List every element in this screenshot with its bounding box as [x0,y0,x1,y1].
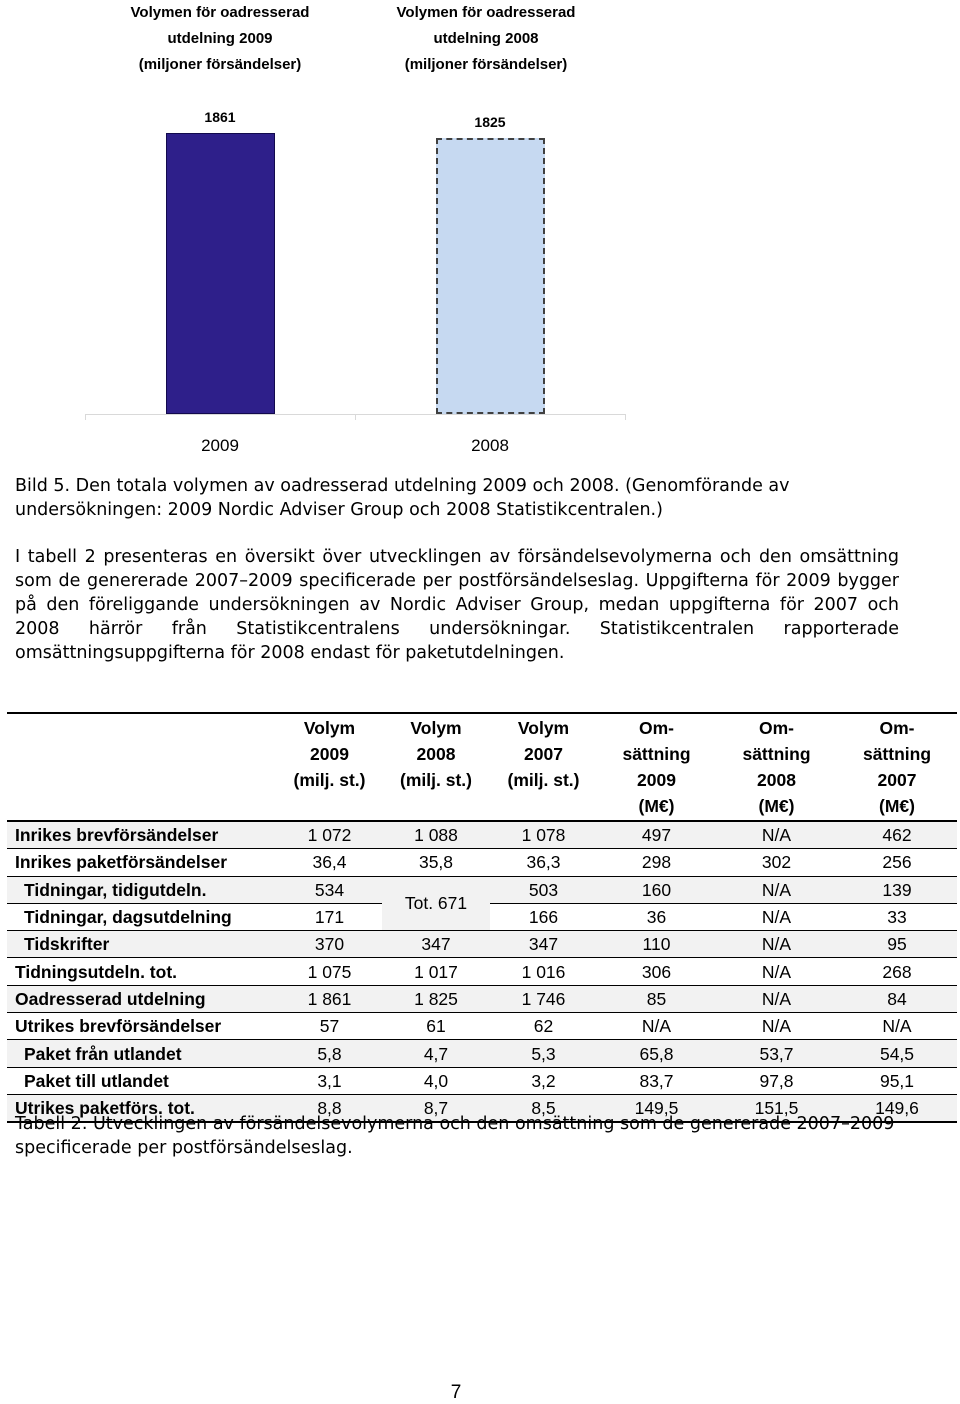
body-paragraph: I tabell 2 presenteras en översikt över utvecklingen av försändelsevolymerna och den omsättning som de genererade 2007–2009 specificerade per postförsändelseslag. Uppgifterna för 2009 bygger på den föreliggande undersökningen av Nordic Adviser Group, medan uppgifterna för 2007 och 2008 härrör från Statistikcentralens undersökningar. Statistikcentralen rapporterade omsättningsuppgifterna för 2008 endast för paketutdelningen. [15,547,899,663]
table-cell: 3,1 [277,1067,382,1094]
table-cell: 5,3 [490,1040,597,1067]
table-cell: 298 [597,849,716,876]
row-label: Tidningar, dagsutdelning [7,903,277,930]
row-label: Tidningar, tidigutdeln. [7,876,277,903]
table-cell: 97,8 [716,1067,837,1094]
category-label-2009: 2009 [201,436,239,455]
table-cell: 95 [837,931,957,958]
row-label: Tidskrifter [7,931,277,958]
table-row [7,1067,957,1094]
table-cell: 1 075 [277,958,382,985]
header-turnover-2009: Om- sättning 2009 (M€) [597,713,716,821]
row-label: Paket till utlandet [7,1067,277,1094]
table-cell: 62 [490,1013,597,1040]
table-cell: 462 [837,821,957,849]
table-cell: 160 [597,876,716,903]
table-cell: 36,4 [277,849,382,876]
table-cell: 149,5 [597,1094,716,1122]
table-cell: 347 [382,931,490,958]
table-cell: 503 [490,876,597,903]
table-caption: Tabell 2. Utvecklingen av försändelsevolymerna och den omsättning som de genererade 2007–2009 specificerade per postförsändelseslag. [15,1114,895,1158]
table-cell: N/A [597,1013,716,1040]
table-cell: 85 [597,985,716,1012]
table-cell: 347 [490,931,597,958]
table-row [7,876,957,903]
chart-title-2008: Volymen för oadresserad utdelning 2008 (miljoner försändelser) [396,4,576,73]
table-cell: 370 [277,931,382,958]
row-label: Oadresserad utdelning [7,985,277,1012]
table-cell: 302 [716,849,837,876]
table-cell: 35,8 [382,849,490,876]
table-cell: 53,7 [716,1040,837,1067]
row-label: Utrikes paketförs. tot. [7,1094,277,1122]
row-label: Paket från utlandet [7,1040,277,1067]
table-row [7,985,957,1012]
header-turnover-2008: Om- sättning 2008 (M€) [716,713,837,821]
row-label: Utrikes brevförsändelser [7,1013,277,1040]
bar-2008 [436,138,545,414]
table-cell: 268 [837,958,957,985]
volume-bar-chart [0,0,960,470]
table-cell: 5,8 [277,1040,382,1067]
table-row [7,1040,957,1067]
bar-value-label-2008: 1825 [474,114,506,130]
table-row [7,958,957,985]
table-cell: 1 017 [382,958,490,985]
header-volume-2008: Volym 2008 (milj. st.) [382,713,490,821]
page-number: 7 [450,1382,462,1403]
table-header-row [7,713,957,821]
table-cell-merged: Tot. 671 [382,876,490,931]
table-cell: N/A [716,985,837,1012]
table-cell: 1 746 [490,985,597,1012]
table-cell: 256 [837,849,957,876]
table-cell: 1 072 [277,821,382,849]
table-cell: 139 [837,876,957,903]
table-row [7,821,957,849]
row-label: Tidningsutdeln. tot. [7,958,277,985]
bar-2009 [166,133,275,414]
table-cell: 149,6 [837,1094,957,1122]
table-cell: N/A [837,1013,957,1040]
table-cell: 61 [382,1013,490,1040]
header-turnover-2007: Om- sättning 2007 (M€) [837,713,957,821]
table-cell: 151,5 [716,1094,837,1122]
statistics-table [7,712,957,1123]
table-cell: 110 [597,931,716,958]
table-cell: N/A [716,821,837,849]
row-label: Inrikes paketförsändelser [7,849,277,876]
table-cell: 33 [837,903,957,930]
axis-tick [355,414,356,420]
bar-value-label-2009: 1861 [204,109,236,125]
table-cell: 306 [597,958,716,985]
table-row [7,931,957,958]
table-cell: 65,8 [597,1040,716,1067]
figure-caption: Bild 5. Den totala volymen av oadresserad utdelning 2009 och 2008. (Genomförande av undersökningen: 2009 Nordic Adviser Group och 2008 Statistikcentralen.) [15,476,790,520]
header-volume-2009: Volym 2009 (milj. st.) [277,713,382,821]
table-cell: 84 [837,985,957,1012]
header-volume-2007: Volym 2007 (milj. st.) [490,713,597,821]
table-cell: 36,3 [490,849,597,876]
table-cell: 57 [277,1013,382,1040]
table-cell: N/A [716,1013,837,1040]
table-cell: 36 [597,903,716,930]
table-cell: N/A [716,876,837,903]
axis-tick [85,414,86,420]
row-label: Inrikes brevförsändelser [7,821,277,849]
table-cell: 3,2 [490,1067,597,1094]
table-cell: 1 016 [490,958,597,985]
table-cell: 497 [597,821,716,849]
table-cell: 534 [277,876,382,903]
table-cell: 95,1 [837,1067,957,1094]
chart-title-2009: Volymen för oadresserad utdelning 2009 (miljoner försändelser) [130,4,310,73]
table-cell: 83,7 [597,1067,716,1094]
category-label-2008: 2008 [471,436,509,455]
table-row [7,1013,957,1040]
table-row [7,849,957,876]
header-empty [7,713,277,821]
table-cell: N/A [716,903,837,930]
table-cell: 1 088 [382,821,490,849]
table-cell: 8,5 [490,1094,597,1122]
table-cell: N/A [716,958,837,985]
table-cell: 8,7 [382,1094,490,1122]
table-cell: 171 [277,903,382,930]
axis-tick [625,414,626,420]
table-cell: N/A [716,931,837,958]
table-cell: 8,8 [277,1094,382,1122]
table-cell: 166 [490,903,597,930]
table-cell: 54,5 [837,1040,957,1067]
table-cell: 1 078 [490,821,597,849]
table-cell: 1 861 [277,985,382,1012]
table-cell: 4,0 [382,1067,490,1094]
table-cell: 1 825 [382,985,490,1012]
table-cell: 4,7 [382,1040,490,1067]
